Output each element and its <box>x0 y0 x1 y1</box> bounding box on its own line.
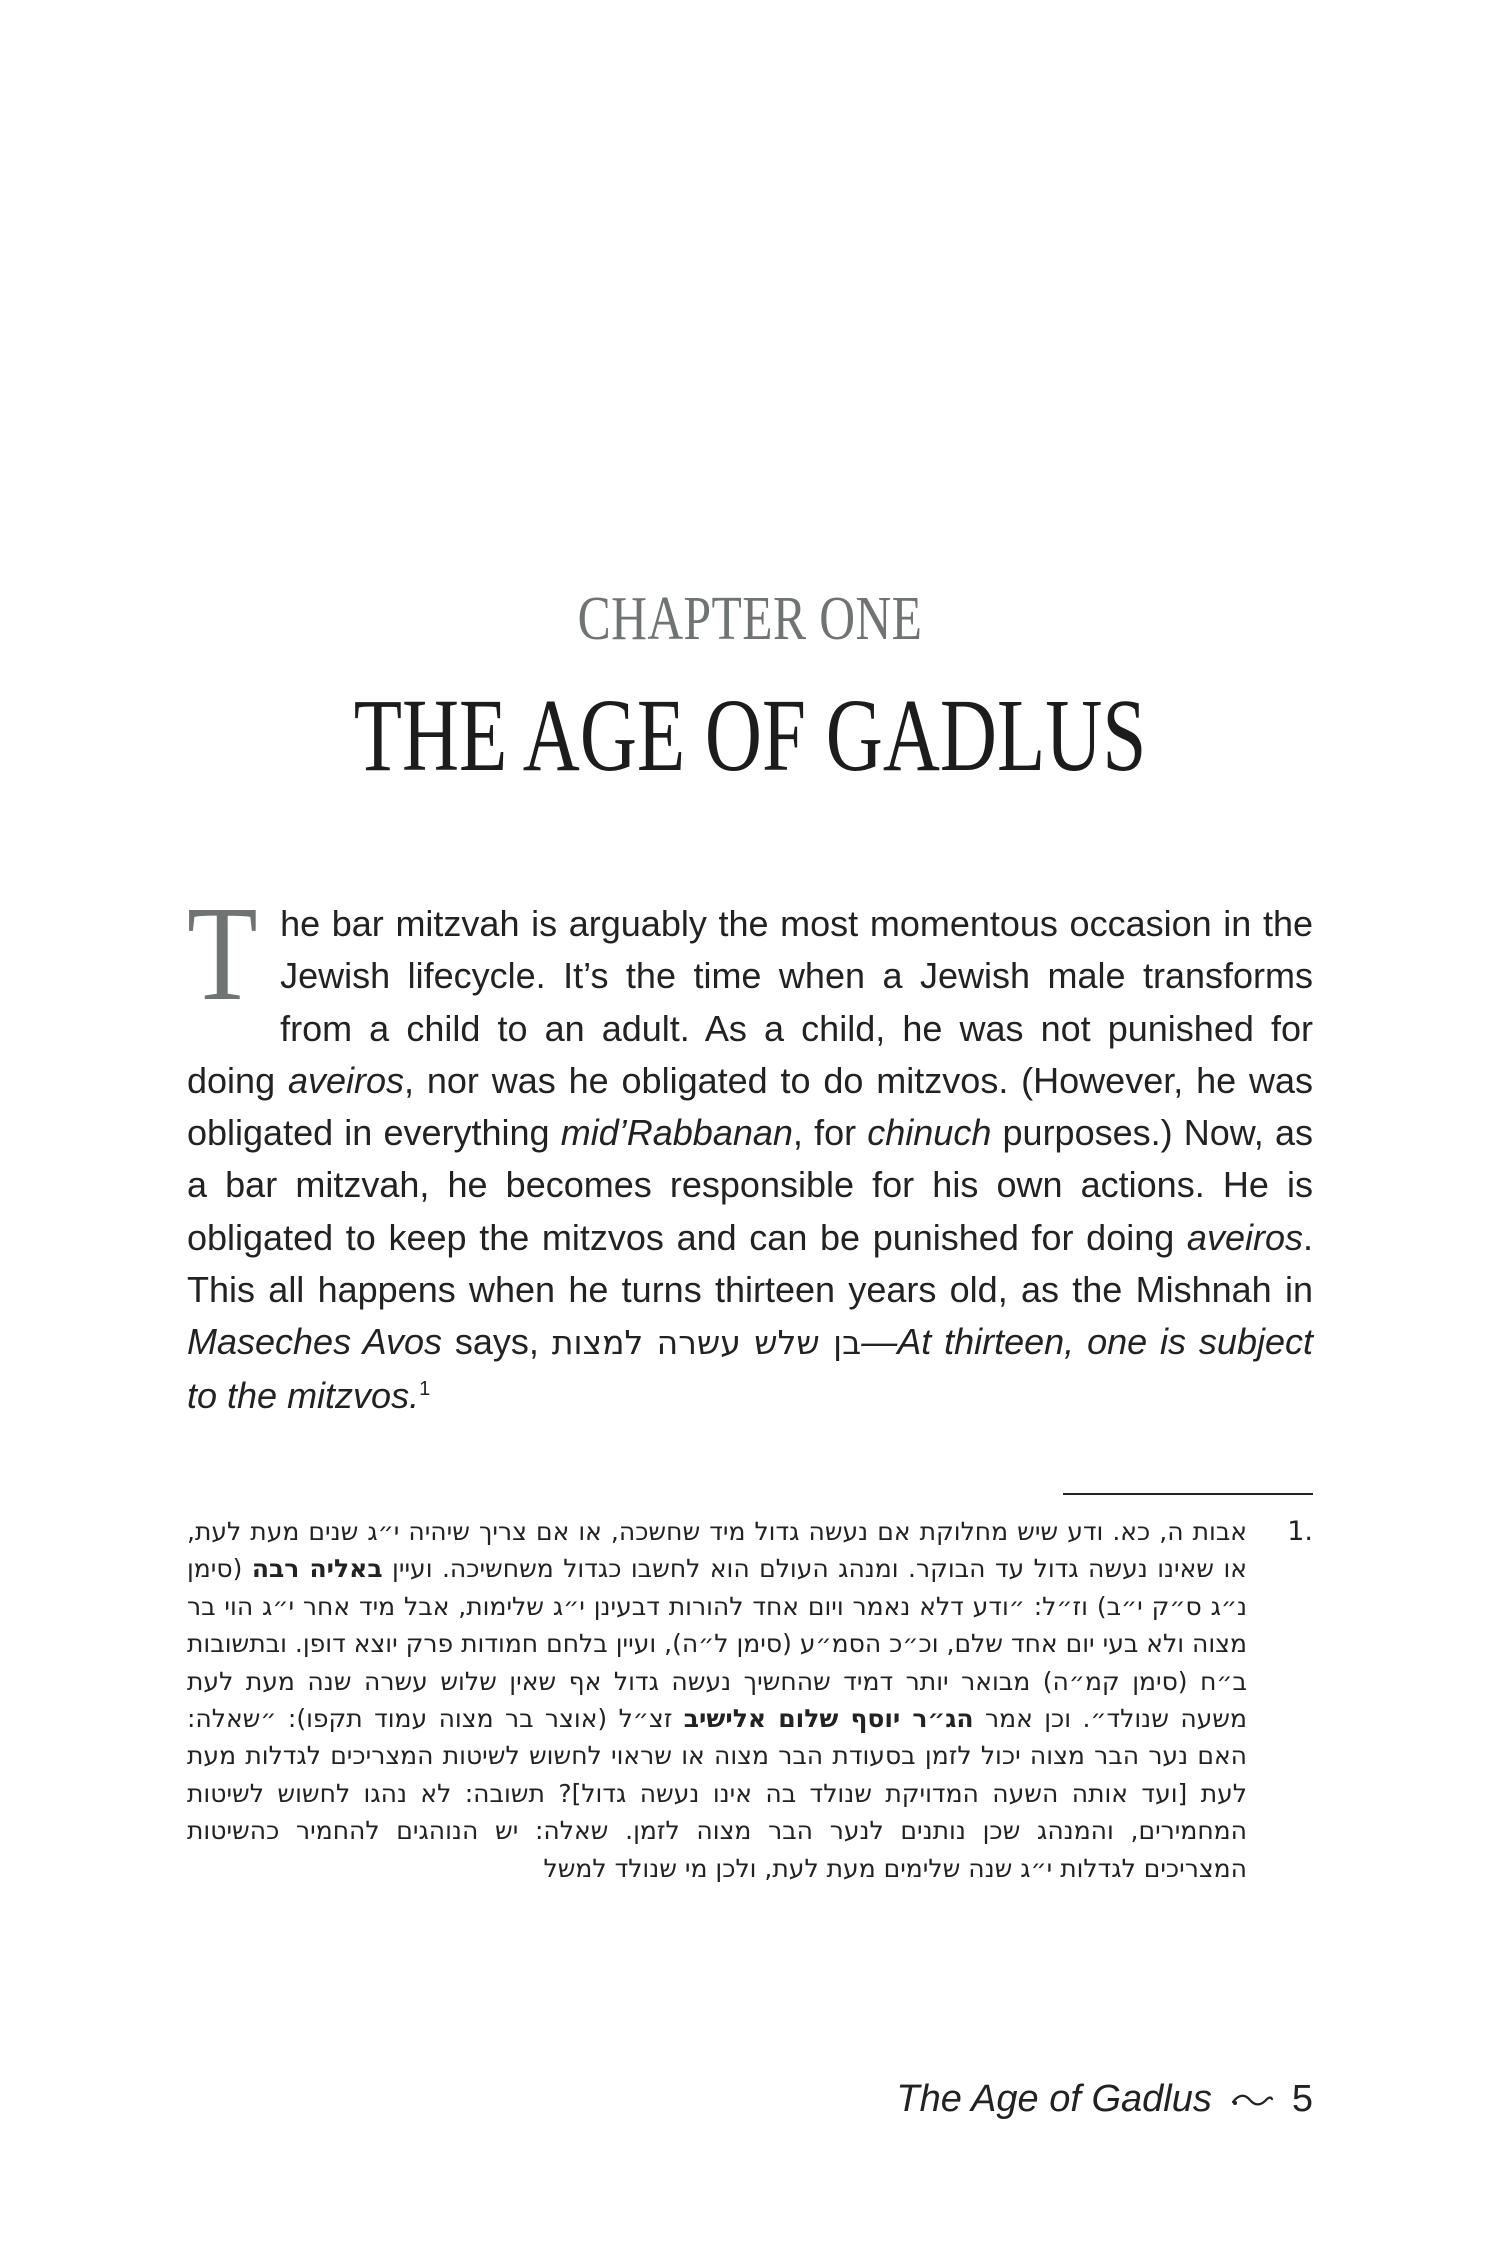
body-paragraph <box>187 879 1314 1422</box>
swash-ornament-icon <box>1230 2090 1274 2110</box>
body-text-run: says, <box>442 1321 552 1363</box>
page-number: 5 <box>1291 2078 1313 2120</box>
body-text-run: purposes.) Now, as a bar mitzvah, he becomes responsible for his own actions. He is obligated to keep the mitzvos and can be punished for doing <box>187 1112 1313 1258</box>
drop-cap: T <box>187 879 258 1029</box>
footnote-bold-source: הג״ר יוסף שלום אלישיב <box>683 1704 974 1734</box>
footnote-text-run: אבות ה, כא. ודע שיש מחלוקת אם נעשה גדול מיד שחשכה, או אם צריך שיהיה י״ג שנים מעת לעת, או שאינו נעשה גדול עד הבוקר. ומנהג העולם הוא לחשבו כגדול משחשיכה. ועיין <box>187 1517 1247 1584</box>
italic-translation: —At thirteen, one is subject to the mitzvos. <box>187 1321 1313 1416</box>
chapter-title: THE AGE OF GADLUS <box>353 678 1147 793</box>
body-text-run: he bar mitzvah is arguably the most momentous occasion in the Jewish lifecycle. It’s the time when a Jewish male transforms from a child to an adult. As a child, he was not punished for doing <box>187 903 1313 1101</box>
body-text-run: , nor was he obligated to do mitzvos. (However, he was obligated in everything <box>187 1059 1314 1154</box>
italic-term: mid’Rabbanan <box>560 1112 793 1154</box>
running-footer <box>896 2078 1313 2121</box>
running-title: The Age of Gadlus <box>896 2078 1212 2120</box>
footnote-number: 1. <box>1287 1516 1313 1547</box>
footnote-reference[interactable]: 1 <box>419 1377 431 1400</box>
body-text-run: , for <box>792 1112 868 1154</box>
italic-term: Maseches Avos <box>187 1321 443 1363</box>
italic-term: aveiros <box>287 1059 405 1101</box>
body-text-run: . This all happens when he turns thirteen years old, as the Mishnah in <box>187 1216 1313 1311</box>
footnote-divider <box>1063 1493 1313 1495</box>
italic-term: aveiros <box>1186 1216 1303 1258</box>
footnote-text-run: (סימן נ״ג ס״ק י״ב) וז״ל: ״ודע דלא נאמר ויום אחד להורות דבעינן י״ג שלימות, אבל מיד אחר י״ג הוי בר מצוה ולא בעי יום אחד שלם, וכ״כ הסמ״ע (סימן ל״ה), ועיין בלחם חמודות פרק יוצא דופן. ובתשובות ב״ח (סימן קמ״ה) מבואר יותר דמיד שהחשיך נעשה גדול אף שאין שלוש עשרה שנה מעת לעת משעה שנולד״. וכן אמר <box>187 1554 1247 1734</box>
hebrew-quote: בן שלש עשרה למצות <box>551 1323 862 1363</box>
footnote-text <box>187 1513 1247 1887</box>
footnote-text-run: זצ״ל (אוצר בר מצוה עמוד תקפו): ״שאלה: האם נער הבר מצוה יכול לזמן בסעודת הבר מצוה או שראוי לחשוש לשיטות המצריכים לגדלות מעת לעת [ועד אותה השעה המדויקת שנולד בה אינו נעשה גדול]? תשובה: לא נהגו לחשוש לשיטות המחמירים, והמנהג שכן נותנים לנער הבר מצוה לזמן. שאלה: יש הנוהגים להחמיר כהשיטות המצריכים לגדלות י״ג שנה שלימים מעת לעת, ולכן מי שנולד למשל <box>187 1704 1247 1883</box>
footnote-bold-source: באליה רבה <box>251 1554 383 1584</box>
italic-term: chinuch <box>867 1112 992 1154</box>
chapter-label: CHAPTER ONE <box>577 585 923 653</box>
